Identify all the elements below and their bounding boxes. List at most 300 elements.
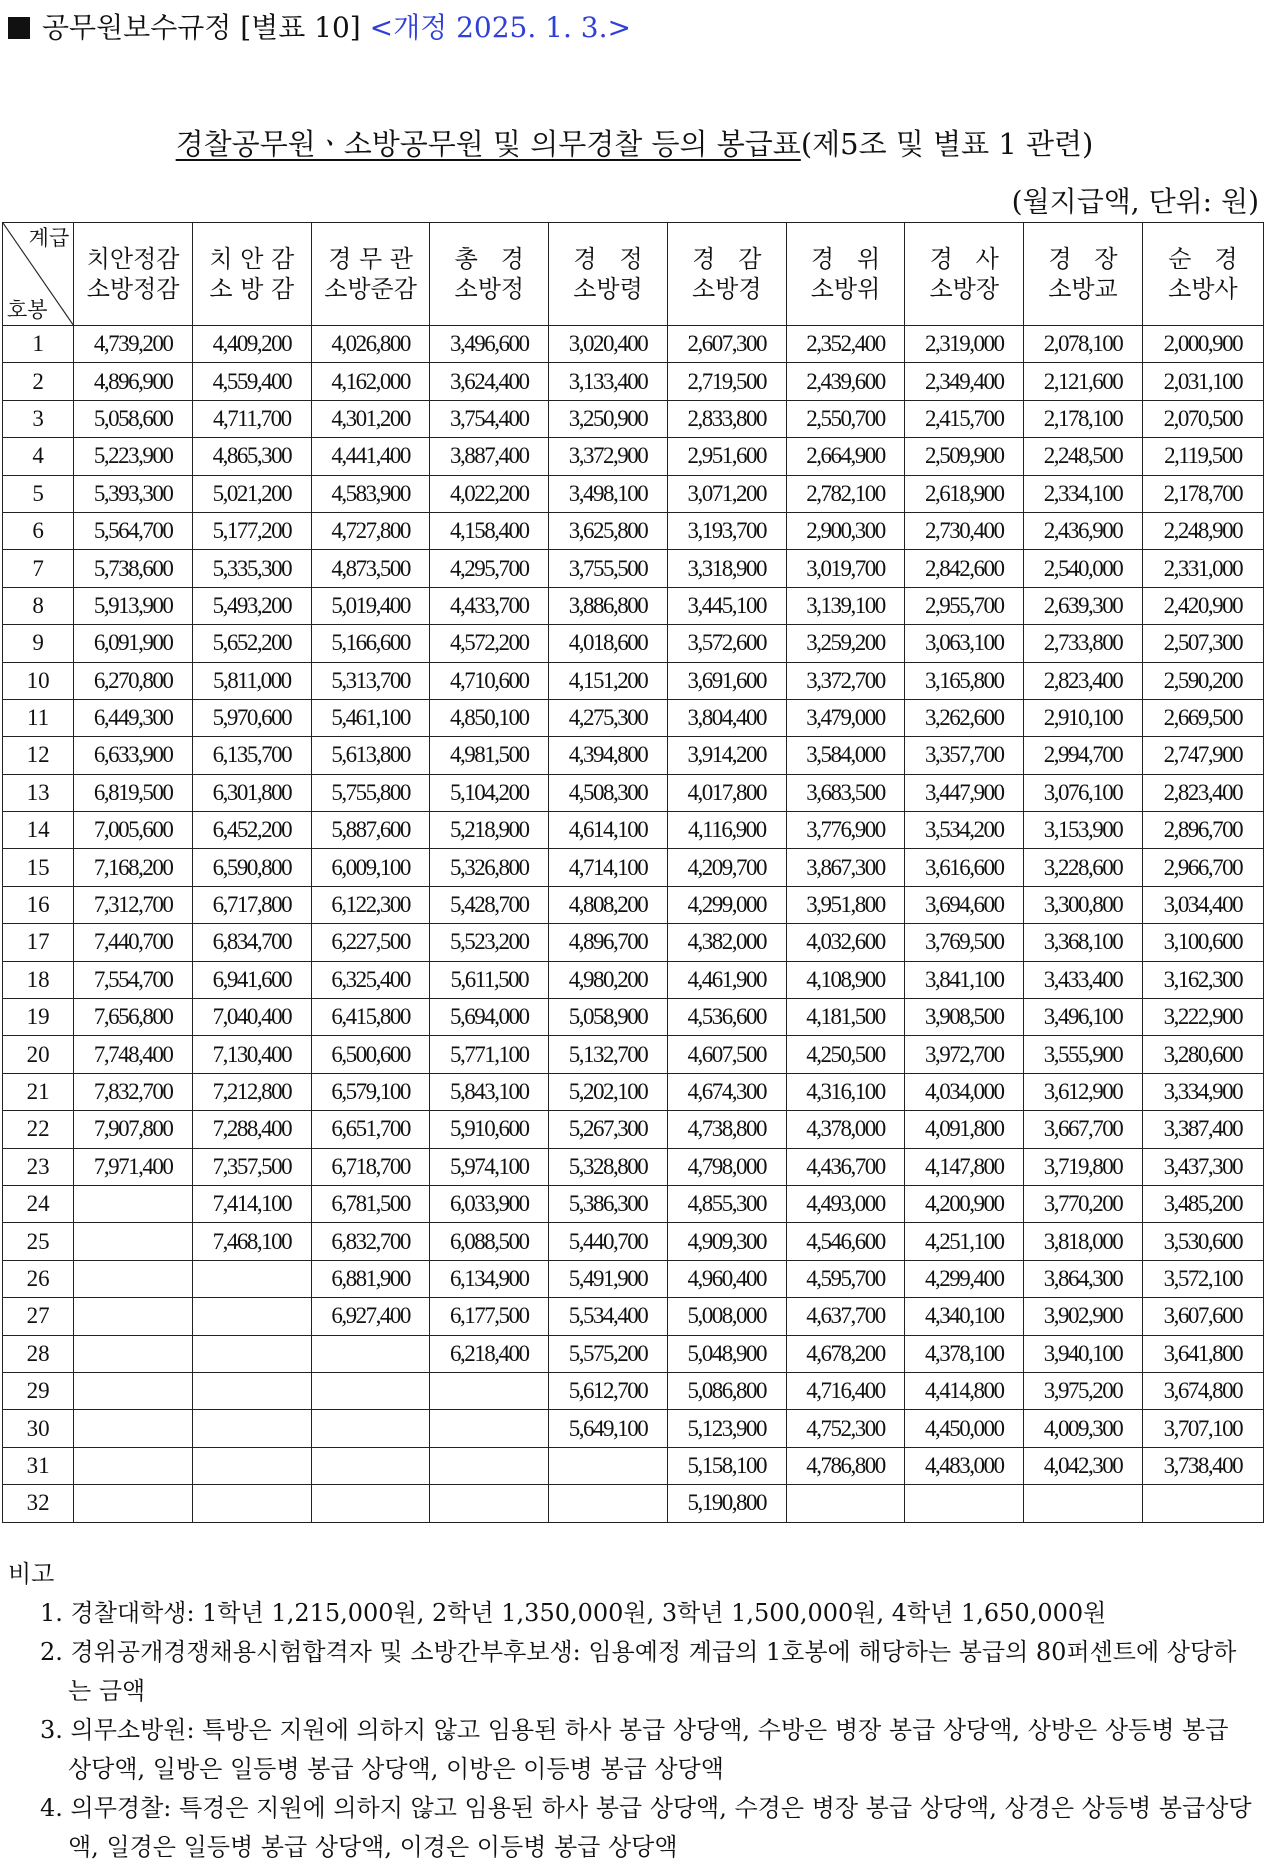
- salary-cell: 6,832,700: [311, 1223, 430, 1260]
- salary-cell: 6,718,700: [311, 1148, 430, 1185]
- salary-cell: 4,200,900: [905, 1185, 1024, 1222]
- step-number-cell: 28: [3, 1335, 74, 1372]
- table-row: [3, 400, 1264, 437]
- salary-cell: 5,534,400: [549, 1298, 668, 1335]
- salary-cell: 5,491,900: [549, 1260, 668, 1297]
- step-number-cell: 27: [3, 1298, 74, 1335]
- table-row: [3, 512, 1264, 549]
- salary-cell: 4,091,800: [905, 1111, 1024, 1148]
- remark-note: 1. 경찰대학생: 1학년 1,215,000원, 2학년 1,350,000원, 3학년 1,500,000원, 4학년 1,650,000원: [40, 1599, 1107, 1627]
- salary-cell: 3,368,100: [1024, 924, 1143, 961]
- salary-cell: 6,834,700: [192, 924, 311, 961]
- salary-cell: [430, 1447, 549, 1484]
- step-number-cell: 9: [3, 625, 74, 662]
- salary-cell: 2,823,400: [1142, 774, 1263, 811]
- salary-cell: 7,656,800: [74, 999, 193, 1036]
- salary-cell: 4,493,000: [786, 1185, 905, 1222]
- step-number-cell: 11: [3, 699, 74, 736]
- table-row: [3, 587, 1264, 624]
- salary-cell: 2,951,600: [667, 438, 786, 475]
- salary-cell: 4,865,300: [192, 438, 311, 475]
- salary-cell: [549, 1485, 668, 1522]
- salary-cell: 5,177,200: [192, 512, 311, 549]
- salary-cell: 6,033,900: [430, 1185, 549, 1222]
- document-title-suffix: (제5조 및 별표 1 관련): [800, 127, 1094, 161]
- salary-cell: 6,781,500: [311, 1185, 430, 1222]
- salary-cell: [311, 1447, 430, 1484]
- rank-column-header: [192, 223, 311, 326]
- salary-cell: 5,058,600: [74, 400, 193, 437]
- salary-cell: 5,652,200: [192, 625, 311, 662]
- salary-cell: 4,108,900: [786, 961, 905, 998]
- salary-cell: 2,618,900: [905, 475, 1024, 512]
- remark-note: 2. 경위공개경쟁채용시험합격자 및 소방간부후보생: 임용예정 계급의 1호봉에 해당하는 봉급의 80퍼센트에 상당하는 금액: [40, 1638, 1237, 1705]
- table-row: [3, 326, 1264, 363]
- salary-cell: 4,855,300: [667, 1185, 786, 1222]
- salary-cell: [74, 1372, 193, 1409]
- salary-cell: 2,900,300: [786, 512, 905, 549]
- police-rank-label: 총 경: [454, 245, 524, 273]
- document-title: [0, 122, 1269, 163]
- remarks-title: 비고: [8, 1560, 55, 1588]
- salary-cell: 3,259,200: [786, 625, 905, 662]
- salary-cell: 2,994,700: [1024, 737, 1143, 774]
- salary-cell: 4,340,100: [905, 1298, 1024, 1335]
- salary-cell: 2,833,800: [667, 400, 786, 437]
- salary-cell: 6,325,400: [311, 961, 430, 998]
- fire-rank-label: 소방교: [1048, 275, 1118, 303]
- salary-cell: 3,555,900: [1024, 1036, 1143, 1073]
- salary-cell: 4,299,000: [667, 886, 786, 923]
- salary-cell: 3,530,600: [1142, 1223, 1263, 1260]
- step-number-cell: 15: [3, 849, 74, 886]
- salary-cell: 3,769,500: [905, 924, 1024, 961]
- salary-cell: 4,251,100: [905, 1223, 1024, 1260]
- table-row: [3, 1036, 1264, 1073]
- salary-cell: [905, 1485, 1024, 1522]
- salary-cell: 4,022,200: [430, 475, 549, 512]
- salary-cell: 3,951,800: [786, 886, 905, 923]
- salary-cell: 3,886,800: [549, 587, 668, 624]
- step-number-cell: 5: [3, 475, 74, 512]
- salary-cell: [74, 1260, 193, 1297]
- salary-cell: 4,752,300: [786, 1410, 905, 1447]
- salary-cell: 4,461,900: [667, 961, 786, 998]
- salary-cell: 4,301,200: [311, 400, 430, 437]
- table-row: [3, 475, 1264, 512]
- salary-cell: 3,162,300: [1142, 961, 1263, 998]
- salary-cell: 2,178,100: [1024, 400, 1143, 437]
- salary-cell: 2,664,900: [786, 438, 905, 475]
- salary-cell: 2,352,400: [786, 326, 905, 363]
- salary-cell: 4,382,000: [667, 924, 786, 961]
- rank-column-header: [430, 223, 549, 326]
- salary-cell: 3,076,100: [1024, 774, 1143, 811]
- salary-cell: 5,008,000: [667, 1298, 786, 1335]
- salary-cell: 2,540,000: [1024, 550, 1143, 587]
- salary-cell: 4,116,900: [667, 812, 786, 849]
- table-row: [3, 1111, 1264, 1148]
- regulation-name: 공무원보수규정 [별표 10]: [42, 11, 361, 44]
- salary-cell: 4,017,800: [667, 774, 786, 811]
- table-body: [3, 326, 1264, 1523]
- police-rank-label: 치안정감: [86, 245, 180, 273]
- table-row: [3, 774, 1264, 811]
- salary-cell: 2,248,900: [1142, 512, 1263, 549]
- table-row: [3, 1335, 1264, 1372]
- salary-cell: 3,262,600: [905, 699, 1024, 736]
- salary-cell: [311, 1335, 430, 1372]
- step-number-cell: 25: [3, 1223, 74, 1260]
- salary-cell: [74, 1335, 193, 1372]
- salary-cell: 3,975,200: [1024, 1372, 1143, 1409]
- salary-cell: 3,674,800: [1142, 1372, 1263, 1409]
- salary-cell: 6,301,800: [192, 774, 311, 811]
- fire-rank-label: 소방위: [810, 275, 881, 303]
- salary-cell: 4,786,800: [786, 1447, 905, 1484]
- police-rank-label: 순 경: [1168, 245, 1238, 273]
- unit-note: (월지급액, 단위: 원): [1011, 185, 1259, 218]
- salary-cell: 6,218,400: [430, 1335, 549, 1372]
- step-number-cell: 13: [3, 774, 74, 811]
- salary-cell: 4,018,600: [549, 625, 668, 662]
- salary-cell: 2,842,600: [905, 550, 1024, 587]
- salary-cell: 6,270,800: [74, 662, 193, 699]
- salary-cell: 3,433,400: [1024, 961, 1143, 998]
- salary-cell: 2,747,900: [1142, 737, 1263, 774]
- salary-cell: 5,386,300: [549, 1185, 668, 1222]
- black-square-icon: [8, 17, 30, 39]
- regulation-header: [8, 6, 631, 46]
- salary-cell: 3,334,900: [1142, 1073, 1263, 1110]
- salary-cell: 4,316,100: [786, 1073, 905, 1110]
- salary-cell: 7,212,800: [192, 1073, 311, 1110]
- salary-cell: [1024, 1485, 1143, 1522]
- salary-cell: 5,223,900: [74, 438, 193, 475]
- fire-rank-label: 소방장: [929, 275, 1000, 303]
- salary-cell: 6,449,300: [74, 699, 193, 736]
- salary-cell: 4,850,100: [430, 699, 549, 736]
- salary-cell: 7,907,800: [74, 1111, 193, 1148]
- salary-cell: 3,770,200: [1024, 1185, 1143, 1222]
- rank-column-header: [786, 223, 905, 326]
- salary-table: [2, 222, 1264, 1523]
- step-number-cell: 7: [3, 550, 74, 587]
- salary-cell: 2,896,700: [1142, 812, 1263, 849]
- salary-cell: 6,227,500: [311, 924, 430, 961]
- step-number-cell: 6: [3, 512, 74, 549]
- salary-cell: 4,378,000: [786, 1111, 905, 1148]
- salary-cell: 3,133,400: [549, 363, 668, 400]
- table-row: [3, 924, 1264, 961]
- salary-cell: 6,579,100: [311, 1073, 430, 1110]
- salary-cell: 3,902,900: [1024, 1298, 1143, 1335]
- step-number-cell: 14: [3, 812, 74, 849]
- salary-cell: 3,572,600: [667, 625, 786, 662]
- salary-cell: 7,005,600: [74, 812, 193, 849]
- salary-cell: 6,177,500: [430, 1298, 549, 1335]
- salary-cell: 4,450,000: [905, 1410, 1024, 1447]
- police-rank-label: 경 위: [810, 245, 881, 273]
- salary-cell: 3,972,700: [905, 1036, 1024, 1073]
- remarks-section: [8, 1555, 1258, 1867]
- salary-cell: 5,132,700: [549, 1036, 668, 1073]
- salary-cell: 3,020,400: [549, 326, 668, 363]
- salary-cell: 2,509,900: [905, 438, 1024, 475]
- salary-cell: 5,048,900: [667, 1335, 786, 1372]
- salary-cell: 2,000,900: [1142, 326, 1263, 363]
- table-row: [3, 737, 1264, 774]
- salary-cell: 5,086,800: [667, 1372, 786, 1409]
- salary-cell: 3,572,100: [1142, 1260, 1263, 1297]
- table-row: [3, 1410, 1264, 1447]
- salary-cell: 5,612,700: [549, 1372, 668, 1409]
- salary-cell: [74, 1223, 193, 1260]
- salary-cell: 5,913,900: [74, 587, 193, 624]
- salary-cell: 5,974,100: [430, 1148, 549, 1185]
- salary-cell: 4,275,300: [549, 699, 668, 736]
- salary-cell: 7,468,100: [192, 1223, 311, 1260]
- salary-cell: 5,313,700: [311, 662, 430, 699]
- salary-cell: 2,607,300: [667, 326, 786, 363]
- salary-cell: 4,678,200: [786, 1335, 905, 1372]
- salary-cell: 3,071,200: [667, 475, 786, 512]
- salary-cell: 2,178,700: [1142, 475, 1263, 512]
- salary-cell: 3,100,600: [1142, 924, 1263, 961]
- salary-cell: 3,485,200: [1142, 1185, 1263, 1222]
- salary-cell: 5,021,200: [192, 475, 311, 512]
- document-title-main: 경찰공무원ㆍ소방공무원 및 의무경찰 등의 봉급표: [175, 127, 801, 161]
- salary-cell: 5,326,800: [430, 849, 549, 886]
- salary-cell: 6,651,700: [311, 1111, 430, 1148]
- salary-cell: 7,312,700: [74, 886, 193, 923]
- salary-cell: 5,104,200: [430, 774, 549, 811]
- salary-cell: 7,040,400: [192, 999, 311, 1036]
- salary-cell: [192, 1372, 311, 1409]
- salary-cell: [74, 1185, 193, 1222]
- salary-cell: 4,739,200: [74, 326, 193, 363]
- step-number-cell: 10: [3, 662, 74, 699]
- salary-cell: 2,420,900: [1142, 587, 1263, 624]
- salary-cell: 5,738,600: [74, 550, 193, 587]
- salary-cell: 2,119,500: [1142, 438, 1263, 475]
- salary-cell: 6,941,600: [192, 961, 311, 998]
- salary-cell: [74, 1410, 193, 1447]
- table-row: [3, 1073, 1264, 1110]
- salary-cell: 5,019,400: [311, 587, 430, 624]
- salary-cell: 6,590,800: [192, 849, 311, 886]
- salary-cell: 3,280,600: [1142, 1036, 1263, 1073]
- salary-cell: 5,158,100: [667, 1447, 786, 1484]
- step-number-cell: 2: [3, 363, 74, 400]
- salary-cell: 6,135,700: [192, 737, 311, 774]
- salary-cell: 5,910,600: [430, 1111, 549, 1148]
- fire-rank-label: 소방정: [454, 275, 525, 303]
- table-row: [3, 625, 1264, 662]
- salary-cell: 5,493,200: [192, 587, 311, 624]
- salary-cell: 3,139,100: [786, 587, 905, 624]
- salary-cell: 3,940,100: [1024, 1335, 1143, 1372]
- salary-cell: 3,887,400: [430, 438, 549, 475]
- salary-cell: 2,782,100: [786, 475, 905, 512]
- salary-cell: 6,881,900: [311, 1260, 430, 1297]
- salary-cell: 5,694,000: [430, 999, 549, 1036]
- salary-cell: [549, 1447, 668, 1484]
- salary-cell: [786, 1485, 905, 1522]
- salary-cell: 3,445,100: [667, 587, 786, 624]
- salary-cell: 5,811,000: [192, 662, 311, 699]
- remarks-notes: [8, 1594, 1258, 1867]
- table-row: [3, 1148, 1264, 1185]
- salary-cell: 4,873,500: [311, 550, 430, 587]
- salary-cell: 4,032,600: [786, 924, 905, 961]
- rank-column-header: [905, 223, 1024, 326]
- salary-cell: 5,058,900: [549, 999, 668, 1036]
- salary-cell: 3,447,900: [905, 774, 1024, 811]
- salary-cell: 3,867,300: [786, 849, 905, 886]
- salary-cell: 5,523,200: [430, 924, 549, 961]
- step-number-cell: 8: [3, 587, 74, 624]
- salary-cell: 4,896,700: [549, 924, 668, 961]
- salary-cell: 7,971,400: [74, 1148, 193, 1185]
- salary-cell: 2,823,400: [1024, 662, 1143, 699]
- rank-column-header: [667, 223, 786, 326]
- salary-cell: 4,909,300: [667, 1223, 786, 1260]
- salary-cell: 4,378,100: [905, 1335, 1024, 1372]
- rank-column-header: [74, 223, 193, 326]
- table-row: [3, 1447, 1264, 1484]
- salary-cell: 4,595,700: [786, 1260, 905, 1297]
- salary-cell: 3,534,200: [905, 812, 1024, 849]
- salary-cell: 3,707,100: [1142, 1410, 1263, 1447]
- salary-cell: 4,896,900: [74, 363, 193, 400]
- salary-cell: 2,331,000: [1142, 550, 1263, 587]
- salary-cell: [430, 1372, 549, 1409]
- police-rank-label: 경 무 관: [328, 245, 413, 273]
- amendment-date: <개정 2025. 1. 3.>: [369, 11, 631, 44]
- rank-column-header: [311, 223, 430, 326]
- salary-cell: 3,222,900: [1142, 999, 1263, 1036]
- salary-cell: 3,165,800: [905, 662, 1024, 699]
- salary-cell: 4,508,300: [549, 774, 668, 811]
- salary-cell: 7,130,400: [192, 1036, 311, 1073]
- salary-cell: 2,507,300: [1142, 625, 1263, 662]
- step-number-cell: 21: [3, 1073, 74, 1110]
- salary-cell: 6,500,600: [311, 1036, 430, 1073]
- salary-cell: 4,162,000: [311, 363, 430, 400]
- police-rank-label: 경 사: [929, 245, 999, 273]
- salary-cell: 5,564,700: [74, 512, 193, 549]
- salary-cell: 3,387,400: [1142, 1111, 1263, 1148]
- salary-cell: 4,546,600: [786, 1223, 905, 1260]
- salary-cell: 3,667,700: [1024, 1111, 1143, 1148]
- salary-cell: 2,590,200: [1142, 662, 1263, 699]
- salary-cell: 3,496,600: [430, 326, 549, 363]
- salary-cell: 3,063,100: [905, 625, 1024, 662]
- salary-cell: 6,134,900: [430, 1260, 549, 1297]
- police-rank-label: 경 정: [573, 245, 643, 273]
- salary-cell: 3,300,800: [1024, 886, 1143, 923]
- salary-cell: 6,091,900: [74, 625, 193, 662]
- salary-cell: [430, 1410, 549, 1447]
- salary-cell: 6,122,300: [311, 886, 430, 923]
- remark-note: 4. 의무경찰: 특경은 지원에 의하지 않고 임용된 하사 봉급 상당액, 수경은 병장 봉급 상당액, 상경은 상등병 봉급상당액, 일경은 일등병 봉급 상당액, 이경은 이등병 봉급 상당액: [40, 1794, 1252, 1861]
- step-number-cell: 29: [3, 1372, 74, 1409]
- salary-cell: 5,123,900: [667, 1410, 786, 1447]
- step-number-cell: 4: [3, 438, 74, 475]
- salary-cell: 4,151,200: [549, 662, 668, 699]
- salary-cell: 5,428,700: [430, 886, 549, 923]
- salary-cell: 2,070,500: [1142, 400, 1263, 437]
- salary-cell: 5,887,600: [311, 812, 430, 849]
- salary-cell: 3,034,400: [1142, 886, 1263, 923]
- salary-cell: 3,683,500: [786, 774, 905, 811]
- salary-cell: 4,607,500: [667, 1036, 786, 1073]
- salary-cell: 3,250,900: [549, 400, 668, 437]
- table-row: [3, 662, 1264, 699]
- salary-cell: 4,981,500: [430, 737, 549, 774]
- salary-cell: 3,357,700: [905, 737, 1024, 774]
- fire-rank-label: 소방정감: [86, 275, 180, 303]
- step-number-cell: 26: [3, 1260, 74, 1297]
- step-number-cell: 12: [3, 737, 74, 774]
- salary-cell: 4,009,300: [1024, 1410, 1143, 1447]
- salary-cell: [311, 1410, 430, 1447]
- salary-cell: 3,818,000: [1024, 1223, 1143, 1260]
- step-number-cell: 19: [3, 999, 74, 1036]
- salary-cell: 3,372,700: [786, 662, 905, 699]
- corner-rank-label: 계급: [28, 226, 70, 250]
- salary-cell: 5,202,100: [549, 1073, 668, 1110]
- salary-cell: 3,864,300: [1024, 1260, 1143, 1297]
- salary-cell: [1142, 1485, 1263, 1522]
- salary-cell: 4,637,700: [786, 1298, 905, 1335]
- table-row: [3, 1372, 1264, 1409]
- salary-cell: 2,248,500: [1024, 438, 1143, 475]
- salary-cell: 5,575,200: [549, 1335, 668, 1372]
- salary-cell: 7,554,700: [74, 961, 193, 998]
- salary-cell: [74, 1485, 193, 1522]
- salary-cell: 7,168,200: [74, 849, 193, 886]
- police-rank-label: 경 장: [1048, 245, 1118, 273]
- salary-cell: 4,034,000: [905, 1073, 1024, 1110]
- salary-cell: 4,295,700: [430, 550, 549, 587]
- salary-cell: 6,009,100: [311, 849, 430, 886]
- salary-cell: 3,754,400: [430, 400, 549, 437]
- step-number-cell: 3: [3, 400, 74, 437]
- table-row: [3, 363, 1264, 400]
- salary-cell: 3,612,900: [1024, 1073, 1143, 1110]
- step-number-cell: 30: [3, 1410, 74, 1447]
- salary-cell: 3,498,100: [549, 475, 668, 512]
- salary-cell: 5,755,800: [311, 774, 430, 811]
- step-number-cell: 31: [3, 1447, 74, 1484]
- salary-cell: [192, 1260, 311, 1297]
- salary-cell: 4,808,200: [549, 886, 668, 923]
- salary-cell: 3,479,000: [786, 699, 905, 736]
- table-row: [3, 1260, 1264, 1297]
- salary-cell: 5,970,600: [192, 699, 311, 736]
- salary-cell: 3,372,900: [549, 438, 668, 475]
- salary-cell: 3,193,700: [667, 512, 786, 549]
- salary-cell: 4,710,600: [430, 662, 549, 699]
- salary-cell: 4,441,400: [311, 438, 430, 475]
- fire-rank-label: 소방사: [1168, 275, 1238, 303]
- salary-cell: 4,980,200: [549, 961, 668, 998]
- step-number-cell: 32: [3, 1485, 74, 1522]
- salary-cell: 6,633,900: [74, 737, 193, 774]
- remark-note: 3. 의무소방원: 특방은 지원에 의하지 않고 임용된 하사 봉급 상당액, 수방은 병장 봉급 상당액, 상방은 상등병 봉급 상당액, 일방은 일등병 봉급 상당액, 이방은 이등병 봉급 상당액: [40, 1716, 1229, 1783]
